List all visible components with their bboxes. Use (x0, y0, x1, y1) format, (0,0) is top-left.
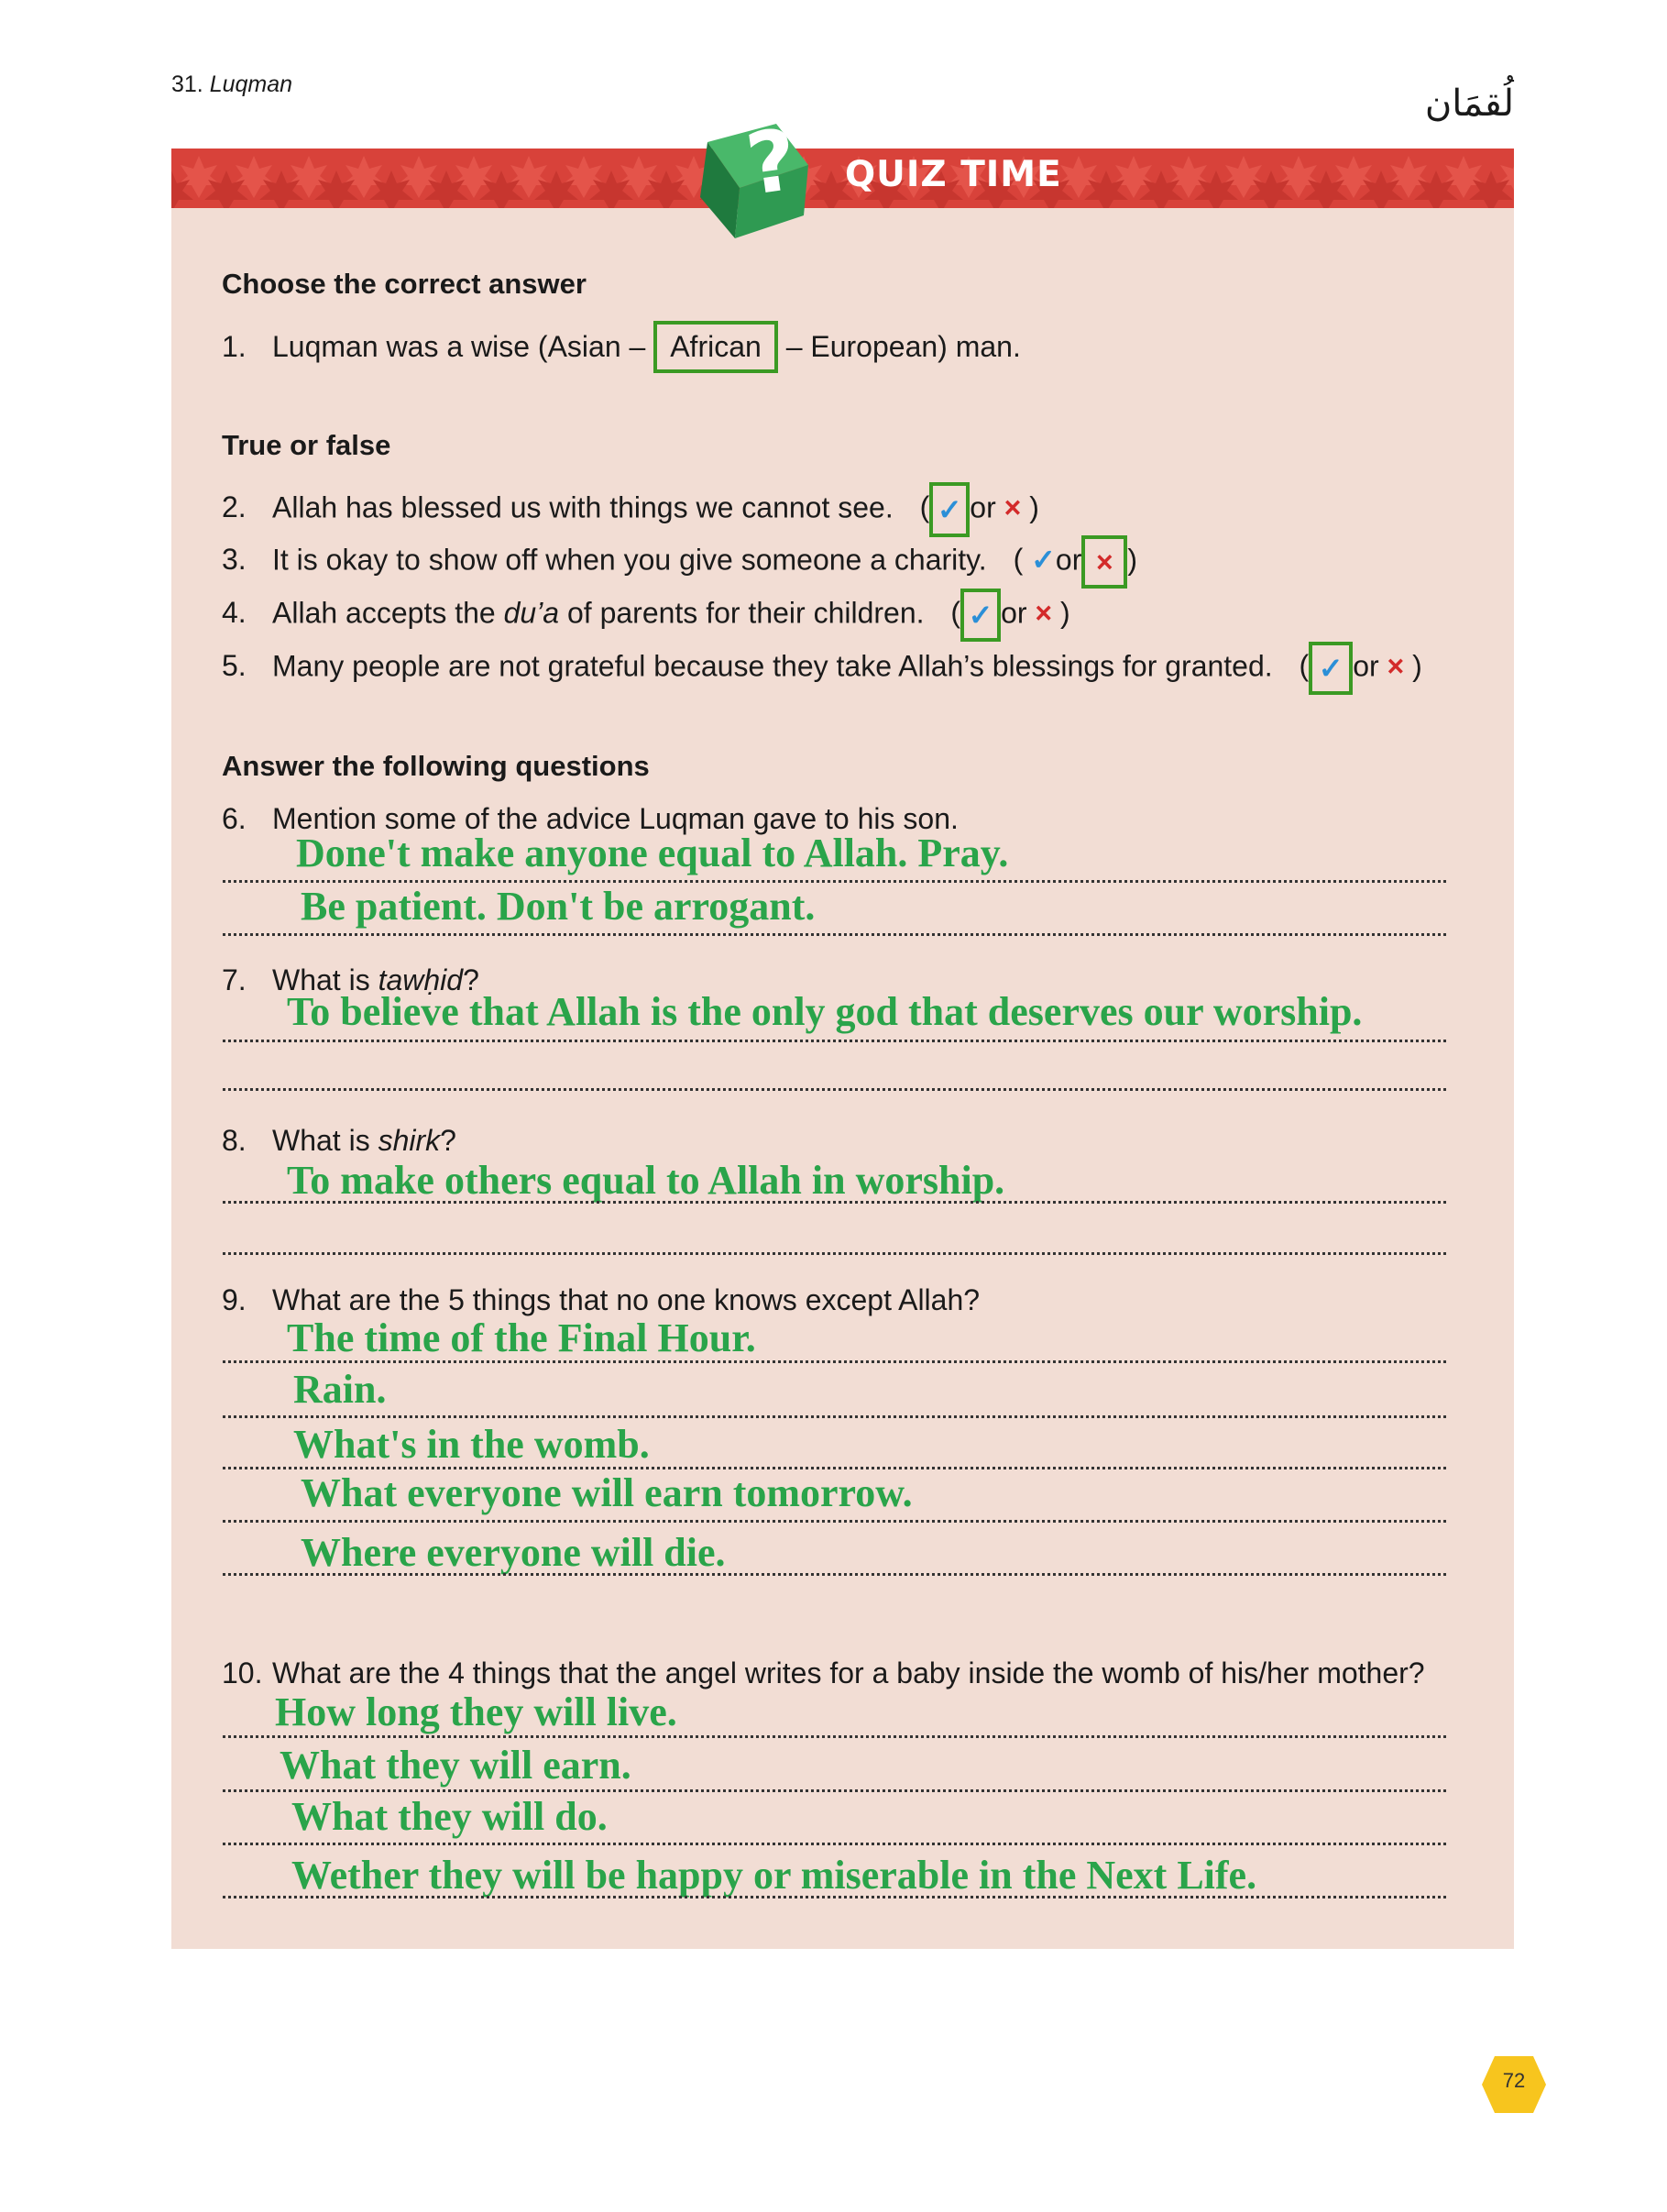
answer-line (223, 1040, 1446, 1042)
tick-icon[interactable]: ✓ (1031, 543, 1056, 577)
section-heading-choose: Choose the correct answer (222, 268, 587, 300)
question-1-suffix: – European) man. (785, 330, 1021, 363)
question-text: What are the 5 things that no one knows except Allah? (272, 1283, 981, 1316)
close-paren: ) (1029, 490, 1039, 524)
question-10 (222, 1656, 1425, 1690)
question-text: Allah accepts the (272, 596, 504, 630)
open-paren: ( (950, 596, 961, 630)
question-number: 6. (222, 802, 247, 835)
section-heading-answer: Answer the following questions (222, 750, 650, 782)
handwritten-answer: Where everyone will die. (301, 1530, 726, 1575)
question-number: 1. (222, 330, 247, 363)
question-text: Mention some of the advice Luqman gave to his son. (272, 802, 959, 835)
cross-icon-selected[interactable]: × (1081, 535, 1127, 589)
question-1-prefix: Luqman was a wise (Asian – (272, 330, 646, 363)
question-8 (222, 1124, 456, 1158)
answer-line (223, 933, 1446, 936)
close-paren: ) (1127, 543, 1138, 577)
question-text: What is (272, 1124, 378, 1157)
question-text: Many people are not grateful because they take Allah’s blessings for granted. (272, 649, 1273, 683)
question-number: 7. (222, 963, 247, 996)
answer-line (223, 1252, 1446, 1255)
question-term: shirk (378, 1124, 441, 1157)
close-paren: ) (1412, 649, 1422, 683)
close-paren: ) (1059, 596, 1070, 630)
question-term: du’a (503, 596, 560, 630)
banner-pattern (171, 149, 1514, 208)
question-text: of parents for their children. (559, 596, 925, 630)
chapter-header (171, 72, 292, 98)
question-3 (222, 535, 1137, 589)
question-1 (222, 321, 1021, 373)
question-2 (222, 482, 1039, 537)
page-number: 72 (1502, 2069, 1526, 2092)
answer-line (223, 1789, 1446, 1792)
handwritten-answer: What they will do. (291, 1794, 608, 1839)
open-paren: ( (1299, 649, 1310, 683)
handwritten-answer: To believe that Allah is the only god that deserves our worship. (287, 989, 1363, 1034)
handwritten-answer: What's in the womb. (293, 1422, 650, 1467)
question-number: 3. (222, 543, 247, 577)
cross-icon[interactable]: × (1387, 649, 1405, 683)
question-text: What are the 4 things that the angel writes for a baby inside the womb of his/her mother? (272, 1656, 1425, 1689)
answer-line (223, 1520, 1446, 1523)
answer-line (223, 1843, 1446, 1845)
question-9 (222, 1283, 980, 1317)
or-label: or (1055, 543, 1082, 577)
tick-icon-selected[interactable]: ✓ (1309, 642, 1353, 695)
question-number: 9. (222, 1283, 247, 1316)
or-label: or (1353, 649, 1379, 683)
handwritten-answer: The time of the Final Hour. (287, 1315, 756, 1360)
question-text: ? (440, 1124, 456, 1157)
selected-answer: African (670, 330, 762, 363)
open-paren: ( (919, 490, 930, 524)
question-text: It is okay to show off when you give someone a charity. (272, 543, 987, 577)
question-number: 10. (222, 1656, 263, 1689)
or-label: or (970, 490, 996, 524)
answer-line (223, 1735, 1446, 1738)
question-mark-cube-icon (689, 110, 827, 248)
handwritten-answer: What everyone will earn tomorrow. (301, 1470, 913, 1515)
handwritten-answer: Done't make anyone equal to Allah. Pray. (296, 831, 1009, 875)
answer-line (223, 1896, 1446, 1898)
quiz-banner (171, 149, 1514, 208)
arabic-chapter-title: لُقمَان (1424, 83, 1514, 125)
open-paren: ( (1013, 543, 1024, 577)
question-number: 4. (222, 596, 247, 630)
quiz-title: QUIZ TIME (845, 154, 1062, 195)
question-number: 8. (222, 1124, 247, 1157)
question-text: Allah has blessed us with things we cannot see. (272, 490, 894, 524)
answer-line (223, 1360, 1446, 1363)
cross-icon[interactable]: × (1035, 596, 1053, 630)
answer-line (223, 1415, 1446, 1418)
answer-line (223, 1201, 1446, 1204)
question-number: 2. (222, 490, 247, 524)
answer-line (223, 1573, 1446, 1576)
tick-icon-selected[interactable]: ✓ (960, 589, 1001, 642)
question-text: What is (272, 963, 378, 996)
tick-icon-selected[interactable]: ✓ (929, 482, 970, 537)
cross-icon[interactable]: × (1003, 490, 1022, 524)
chapter-number: 31. (171, 72, 203, 97)
svg-text:?: ? (740, 110, 803, 215)
question-5 (222, 642, 1422, 695)
handwritten-answer: Be patient. Don't be arrogant. (301, 884, 816, 929)
handwritten-answer: Wether they will be happy or miserable in the Next Life. (291, 1853, 1257, 1898)
handwritten-answer: How long they will live. (275, 1689, 677, 1734)
section-heading-true-false: True or false (222, 429, 391, 461)
chapter-name: Luqman (209, 72, 293, 97)
handwritten-answer: Rain. (293, 1367, 387, 1412)
handwritten-answer: To make others equal to Allah in worship. (287, 1158, 1005, 1203)
answer-line (223, 1088, 1446, 1091)
question-number: 5. (222, 649, 247, 683)
or-label: or (1001, 596, 1027, 630)
question-4 (222, 589, 1070, 642)
selected-answer-box (653, 321, 778, 373)
question-text: ? (463, 963, 479, 996)
question-term: tawḥid (378, 963, 464, 996)
handwritten-answer: What they will earn. (280, 1743, 631, 1788)
